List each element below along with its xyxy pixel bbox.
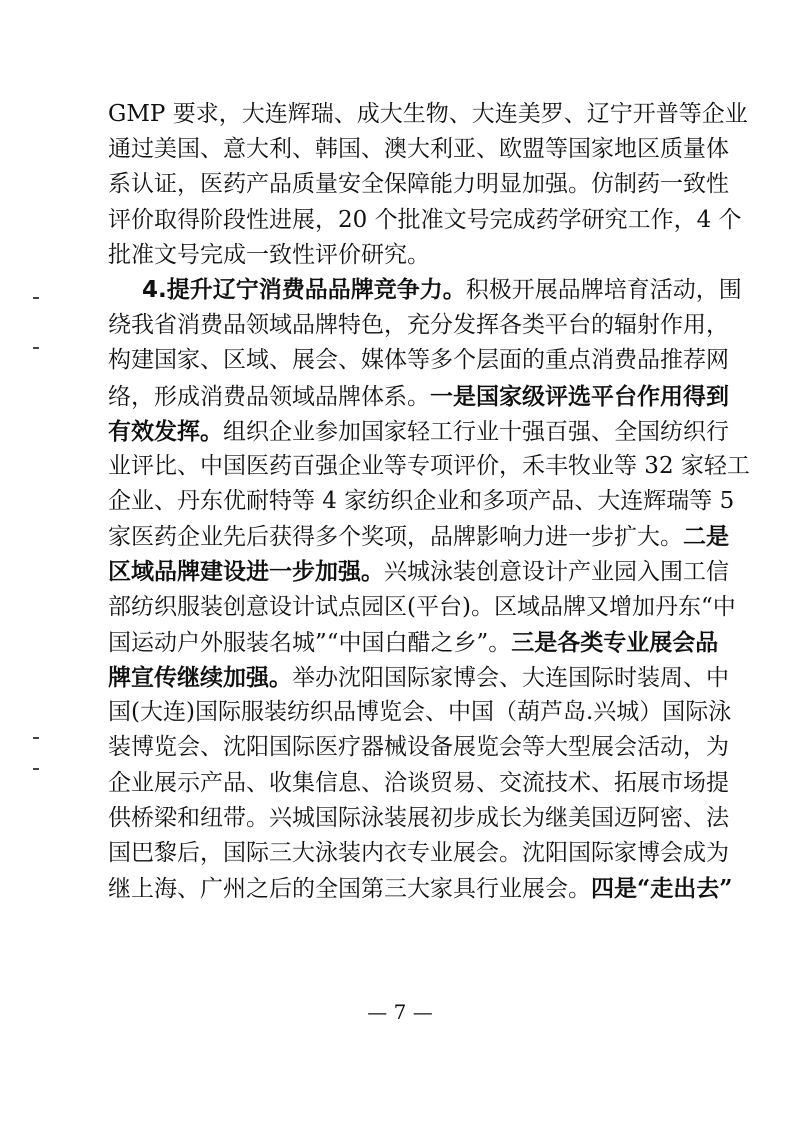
text-run: 络，形成消费品领域品牌体系。 <box>108 383 430 410</box>
text-line <box>108 379 729 414</box>
text-run: 国运动户外服装名城”“中国白醋之乡”。 <box>108 629 512 656</box>
page-number: — 7 — <box>367 1000 433 1024</box>
point-lead: 区域品牌建设进一步加强。 <box>108 558 384 586</box>
text-line <box>108 871 733 906</box>
text-line <box>108 414 729 449</box>
text-run: 组织企业参加国家轻工行业十强百强、全国纺织行 <box>223 418 729 445</box>
text-line <box>108 519 729 554</box>
section-heading: 4.提升辽宁消费品品牌竞争力。 <box>142 276 466 303</box>
text-line: 系认证，医药产品质量安全保障能力明显加强。仿制药一致性 <box>108 171 729 198</box>
text-line: 业评比、中国医药百强企业等专项评价，禾丰牧业等 32 家轻工 <box>108 452 750 479</box>
text-line: GMP 要求，大连辉瑞、成大生物、大连美罗、辽宁开普等企业 <box>108 101 748 127</box>
text-line <box>108 554 729 589</box>
binding-margin-mark <box>33 297 39 299</box>
text-run: 举办沈阳国际家博会、大连国际时装周、中 <box>292 665 729 691</box>
binding-margin-mark <box>33 768 39 770</box>
text-line <box>108 625 719 660</box>
point-lead: 四是“走出去” <box>591 875 733 903</box>
text-line: 国(大连)国际服装纺织品博览会、中国（葫芦岛.兴城）国际泳 <box>108 699 732 726</box>
text-run: 家医药企业先后获得多个奖项，品牌影响力进一步扩大。 <box>108 524 683 551</box>
binding-margin-mark <box>33 737 39 739</box>
point-lead: 一是国家级评选平台作用得到 <box>430 382 729 410</box>
text-line: 企业、丹东优耐特等 4 家纺织企业和多项产品、大连辉瑞等 5 <box>108 488 735 515</box>
text-line: 构建国家、区域、展会、媒体等多个层面的重点消费品推荐网 <box>108 347 729 374</box>
text-line: 部纺织服装创意设计试点园区(平台)。区域品牌又增加丹东“中 <box>108 593 736 620</box>
text-line: 企业展示产品、收集信息、洽谈贸易、交流技术、拓展市场提 <box>108 769 729 796</box>
text-line <box>108 273 742 308</box>
text-run: 继上海、广州之后的全国第三大家具行业展会。 <box>108 876 591 903</box>
point-lead: 牌宣传继续加强。 <box>108 664 292 691</box>
text-line: 供桥梁和纽带。兴城国际泳装展初步成长为继美国迈阿密、法 <box>108 804 729 831</box>
text-line: 国巴黎后，国际三大泳装内衣专业展会。沈阳国际家博会成为 <box>108 839 729 866</box>
text-line: 批准文号完成一致性评价研究。 <box>108 241 430 268</box>
text-line <box>108 660 729 695</box>
body-text <box>108 97 750 906</box>
text-line: 通过美国、意大利、韩国、澳大利亚、欧盟等国家地区质量体 <box>108 136 729 163</box>
text-line: 绕我省消费品领域品牌特色，充分发挥各类平台的辐射作用， <box>108 312 729 339</box>
point-lead: 有效发挥。 <box>108 417 223 445</box>
text-run: 兴城泳装创意设计产业园入围工信 <box>384 559 729 586</box>
point-lead: 二是 <box>683 523 729 551</box>
point-lead: 三是各类专业展会品 <box>511 628 719 656</box>
text-line: 评价取得阶段性进展，20 个批准文号完成药学研究工作，4 个 <box>108 206 742 233</box>
text-line: 装博览会、沈阳国际医疗器械设备展览会等大型展会活动，为 <box>108 734 729 761</box>
text-run: 积极开展品牌培育活动，围 <box>465 276 742 303</box>
binding-margin-mark <box>33 347 39 349</box>
